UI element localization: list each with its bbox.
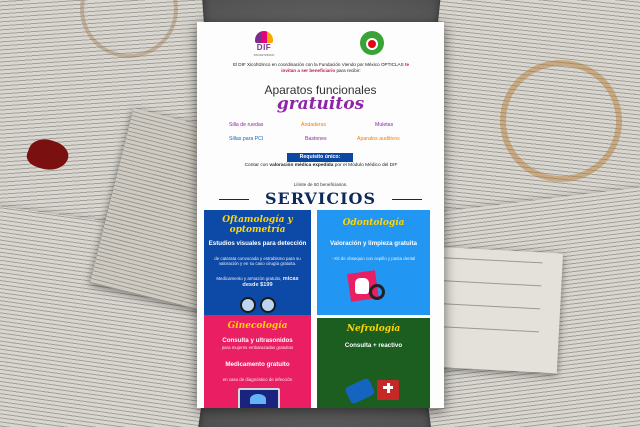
coffee-stain — [500, 60, 622, 182]
card-detail: - Kit de obsequio con cepillo y pasta dental — [331, 256, 416, 261]
service-card-ginecologia — [204, 315, 311, 408]
card-detail-2: en caso de diagnóstico de infección — [222, 377, 293, 382]
device-item: Sillas para PCI — [229, 136, 264, 142]
dif-logo: DIF XICOHTZINCO — [250, 31, 278, 59]
services-title: SERVICIOS — [264, 189, 377, 208]
requirement-label: Requisito único: — [287, 153, 353, 162]
limit-text: Límite de 50 beneficiarios. — [293, 182, 348, 187]
service-card-oftalmologia — [204, 210, 311, 315]
newspaper-chart-sheet — [427, 247, 563, 374]
device-item: Silla de ruedas — [229, 122, 264, 128]
medical-kit-icon — [347, 378, 407, 404]
device-item: Andaderas — [301, 122, 327, 128]
title-line1: Aparatos funcionales — [264, 83, 377, 97]
card-title: Odontología — [342, 218, 405, 228]
glasses-icon — [240, 297, 276, 311]
device-item: Bastones — [305, 136, 327, 142]
dif-emblem-icon — [255, 31, 273, 43]
card-main: Consulta y ultrasonidos — [222, 337, 293, 344]
card-main-2: Medicamento gratuito — [225, 361, 290, 368]
foundation-logo — [360, 31, 384, 55]
card-detail: de catarata convocada y estrabismo para su valoración y en su caso cirugía gratuita. — [214, 256, 301, 267]
poster — [197, 22, 444, 408]
intro-text: El DIF Xicohtzinco en coordinación con la Fundación Viendo por México OPTICLAS te invitan a ser beneficiario para recibir: — [232, 62, 410, 73]
card-title: Oftamología y optometría — [222, 215, 293, 235]
ultrasound-icon — [238, 388, 280, 408]
card-main: Valoración y limpieza gratuita — [330, 240, 417, 247]
title-line2: gratuitos — [276, 94, 365, 114]
device-item: Muletas — [375, 122, 394, 128]
card-title: Nefrología — [346, 324, 401, 334]
tooth-icon — [345, 268, 389, 308]
service-card-odontologia — [317, 210, 430, 315]
card-title: Ginecología — [227, 321, 288, 331]
device-item: Aparatos auditivos — [357, 136, 400, 142]
requirement-text: Contar con valoración médica expedida por el Módulo Médico del DIF — [244, 163, 398, 168]
card-main: Consulta + reactivo — [344, 342, 403, 349]
card-detail: para mujeres embarazadas gratuitos — [221, 345, 294, 350]
divider — [392, 199, 422, 200]
card-main: Estudios visuales para detección — [208, 240, 307, 247]
card-offer: Medicamento y armazón gratuito, micas desde $199 — [216, 276, 299, 289]
service-card-nefrologia — [317, 318, 430, 408]
